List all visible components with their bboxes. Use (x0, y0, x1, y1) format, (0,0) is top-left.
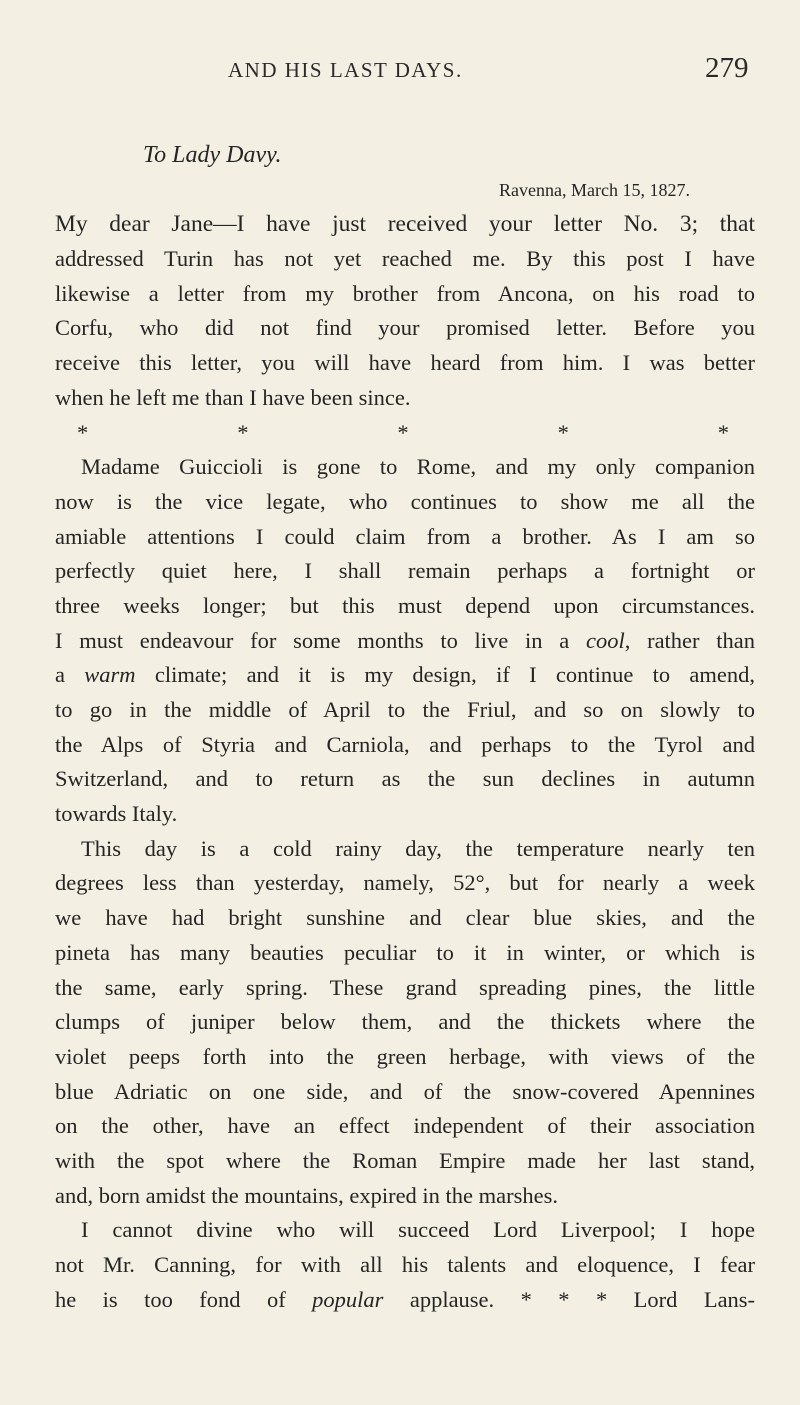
text-line: on the other, have an effect independent of their association (55, 1113, 755, 1139)
asterism: * * * (520, 1286, 608, 1312)
text-line: likewise a letter from my brother from Ancona, on his road to (55, 280, 755, 306)
text-line (55, 1283, 755, 1318)
page-number: 279 (705, 52, 749, 84)
text-line: towards Italy. (55, 801, 178, 827)
running-head: AND HIS LAST DAYS. (228, 58, 463, 82)
text-line: amiable attentions I could claim from a brother. As I am so (55, 523, 755, 549)
text-line: the Alps of Styria and Carniola, and perhaps to the Tyrol and (55, 731, 755, 757)
text-fragment: he is too fond of (55, 1286, 286, 1312)
text-line: the same, early spring. These grand spreading pines, the little (55, 974, 755, 1000)
text-line (55, 658, 755, 693)
text-line: to go in the middle of April to the Friul, and so on slowly to (55, 697, 755, 722)
italic-word: popular (312, 1286, 384, 1312)
text-fragment: applause. (409, 1286, 495, 1312)
text-fragment: , rather than (624, 627, 755, 653)
text-line: blue Adriatic on one side, and of the snow-covered Apennines (55, 1078, 755, 1104)
text-line (55, 624, 755, 659)
text-line: My dear Jane—I have just received your letter No. 3; that (55, 211, 755, 238)
letter-heading: To Lady Davy. (143, 142, 282, 168)
italic-word: warm (84, 662, 136, 688)
text-line: Switzerland, and to return as the sun declines in autumn (55, 766, 755, 792)
text-fragment: Lord Lans- (633, 1286, 756, 1312)
text-line: violet peeps forth into the green herbage, with views of the (55, 1043, 755, 1069)
text-line: clumps of juniper below them, and the thickets where the (55, 1009, 755, 1035)
text-line: with the spot where the Roman Empire made her last stand, (55, 1147, 755, 1173)
text-line: This day is a cold rainy day, the temperature nearly ten (81, 835, 755, 861)
text-fragment: a (55, 662, 65, 688)
text-line: perfectly quiet here, I shall remain perhaps a fortnight or (55, 558, 755, 584)
text-line: we have had bright sunshine and clear blue skies, and the (55, 905, 755, 931)
italic-word: cool (585, 627, 625, 653)
dateline: Ravenna, March 15, 1827. (499, 179, 690, 200)
asterism: * * * * * (77, 419, 729, 445)
text-line: degrees less than yesterday, namely, 52°, but for nearly a week (55, 870, 755, 896)
letter-body (55, 138, 755, 1317)
text-line: Corfu, who did not find your promised letter. Before you (55, 315, 755, 341)
text-line: I cannot divine who will succeed Lord Liverpool; I hope (81, 1217, 755, 1243)
text-line: pineta has many beauties peculiar to it in winter, or which is (55, 939, 755, 965)
text-fragment: climate; and it is my design, if I continue to amend, (154, 662, 755, 688)
text-line: addressed Turin has not yet reached me. By this post I have (55, 246, 755, 272)
text-line: now is the vice legate, who continues to show me all the (55, 488, 755, 514)
text-line: and, born amidst the mountains, expired in the marshes. (55, 1182, 559, 1208)
text-line: when he left me than I have been since. (55, 384, 411, 410)
text-line: Madame Guiccioli is gone to Rome, and my only companion (81, 454, 755, 480)
text-line: receive this letter, you will have heard from him. I was better (55, 350, 755, 376)
text-fragment: I must endeavour for some months to live in a (55, 627, 570, 653)
text-line: three weeks longer; but this must depend upon circumstances. (55, 592, 755, 618)
text-line: not Mr. Canning, for with all his talents and eloquence, I fear (55, 1252, 755, 1277)
